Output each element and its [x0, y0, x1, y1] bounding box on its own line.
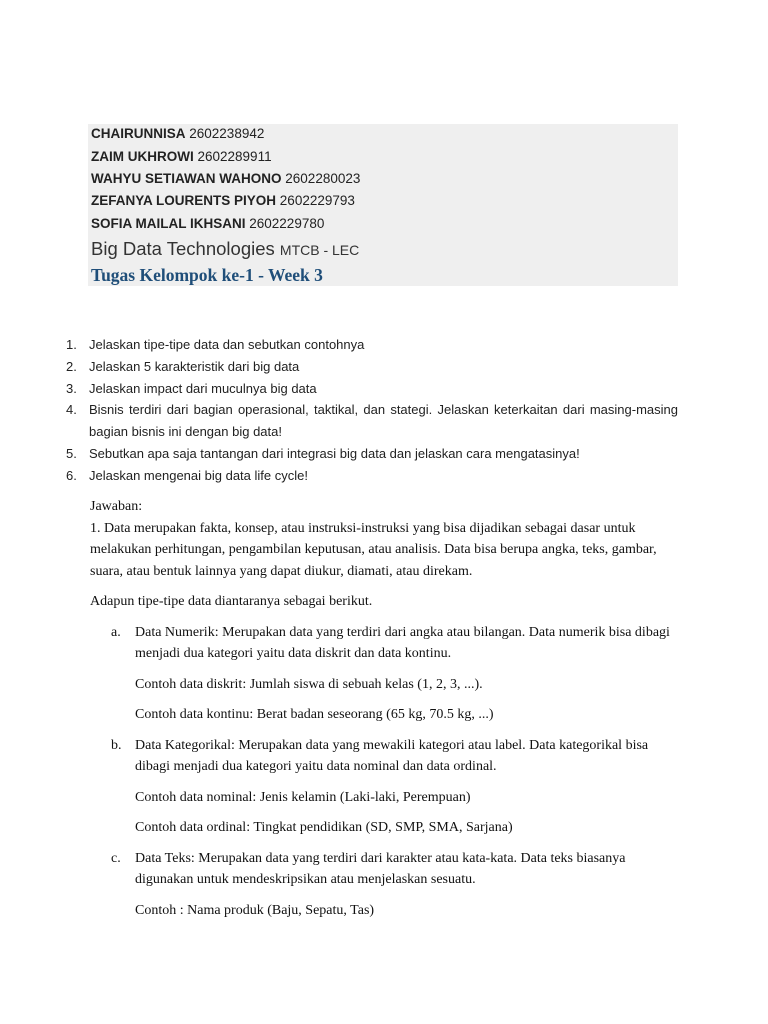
- data-type-description: Data Numerik: Merupakan data yang terdiri dari angka atau bilangan. Data numerik bisa dibagi menjadi dua kategori yaitu data diskrit dan data kontinu.: [135, 624, 670, 661]
- types-intro: Adapun tipe-tipe data diantaranya sebagai berikut.: [90, 594, 373, 609]
- member-line: [91, 215, 324, 233]
- member-id: 2602229780: [249, 216, 325, 231]
- course-title-line: [91, 238, 359, 260]
- member-id: 2602280023: [285, 171, 361, 186]
- answer-label: Jawaban:: [90, 499, 143, 514]
- question-item: [66, 443, 678, 465]
- data-type-example: Contoh data diskrit: Jumlah siswa di sebuah kelas (1, 2, 3, ...).: [135, 676, 483, 692]
- member-name: WAHYU SETIAWAN WAHONO: [91, 171, 282, 186]
- course-title: Big Data Technologies: [91, 238, 275, 259]
- member-name: ZAIM UKHROWI: [91, 149, 194, 164]
- question-item: [66, 334, 678, 356]
- data-type-list: [90, 622, 680, 922]
- data-type-item: [90, 848, 680, 922]
- data-type-item: [90, 735, 680, 839]
- question-text: Sebutkan apa saja tantangan dari integrasi big data dan jelaskan cara mengatasinya!: [89, 445, 580, 461]
- question-item: [66, 399, 678, 443]
- header-box: [88, 124, 678, 286]
- question-text: Jelaskan 5 karakteristik dari big data: [89, 358, 300, 374]
- question-number: 6.: [66, 467, 77, 483]
- question-item: [66, 465, 678, 487]
- data-type-example: Contoh : Nama produk (Baju, Sepatu, Tas): [135, 902, 375, 918]
- data-type-description: Data Teks: Merupakan data yang terdiri dari karakter atau kata-kata. Data teks biasanya digunakan untuk mendeskripsikan atau menjelaskan sesuatu.: [135, 850, 626, 887]
- data-type-description: Data Kategorikal: Merupakan data yang mewakili kategori atau label. Data kategorikal bisa dibagi menjadi dua kategori yaitu data nominal dan data ordinal.: [135, 737, 649, 774]
- member-line: [91, 170, 360, 188]
- question-text: Jelaskan impact dari muculnya big data: [89, 380, 317, 396]
- member-id: 2602238942: [189, 126, 265, 141]
- question-number: 3.: [66, 380, 77, 396]
- question-number: 5.: [66, 445, 77, 461]
- member-id: 2602229793: [279, 193, 355, 208]
- question-number: 2.: [66, 358, 77, 374]
- member-name: ZEFANYA LOURENTS PIYOH: [91, 193, 277, 208]
- item-letter: b.: [111, 737, 122, 753]
- member-line: [91, 125, 264, 143]
- answer-intro: 1. Data merupakan fakta, konsep, atau instruksi-instruksi yang bisa dijadikan sebagai dasar untuk melakukan perhitungan, pengambilan keputusan, atau analisis. Data bisa berupa angka, teks, gambar, suara, atau bentuk lainnya yang dapat diukur, diamati, atau direkam.: [90, 520, 657, 579]
- question-text: Jelaskan tipe-tipe data dan sebutkan contohnya: [89, 337, 365, 352]
- member-id: 2602289911: [197, 149, 272, 164]
- member-name: SOFIA MAILAL IKHSANI: [91, 216, 246, 231]
- member-line: [91, 192, 355, 210]
- question-number: 1.: [66, 337, 77, 352]
- question-item: [66, 378, 678, 400]
- question-list: [66, 334, 678, 487]
- data-type-example: Contoh data nominal: Jenis kelamin (Laki-laki, Perempuan): [135, 789, 471, 805]
- member-line: [91, 148, 272, 166]
- question-text: Jelaskan mengenai big data life cycle!: [89, 467, 308, 483]
- question-item: [66, 356, 678, 378]
- answer-section: [90, 496, 680, 921]
- item-letter: c.: [111, 850, 121, 866]
- member-name: CHAIRUNNISA: [91, 126, 186, 141]
- item-letter: a.: [111, 624, 121, 640]
- question-number: 4.: [66, 402, 77, 418]
- data-type-item: [90, 622, 680, 726]
- data-type-example: Contoh data ordinal: Tingkat pendidikan (SD, SMP, SMA, Sarjana): [135, 820, 513, 835]
- data-type-example: Contoh data kontinu: Berat badan seseorang (65 kg, 70.5 kg, ...): [135, 707, 494, 722]
- assignment-title: Tugas Kelompok ke-1 - Week 3: [91, 265, 323, 285]
- question-text: Bisnis terdiri dari bagian operasional, taktikal, dan stategi. Jelaskan keterkaitan dari masing-masing bagian bisnis ini dengan big data!: [89, 402, 678, 440]
- course-code: MTCB - LEC: [279, 242, 360, 258]
